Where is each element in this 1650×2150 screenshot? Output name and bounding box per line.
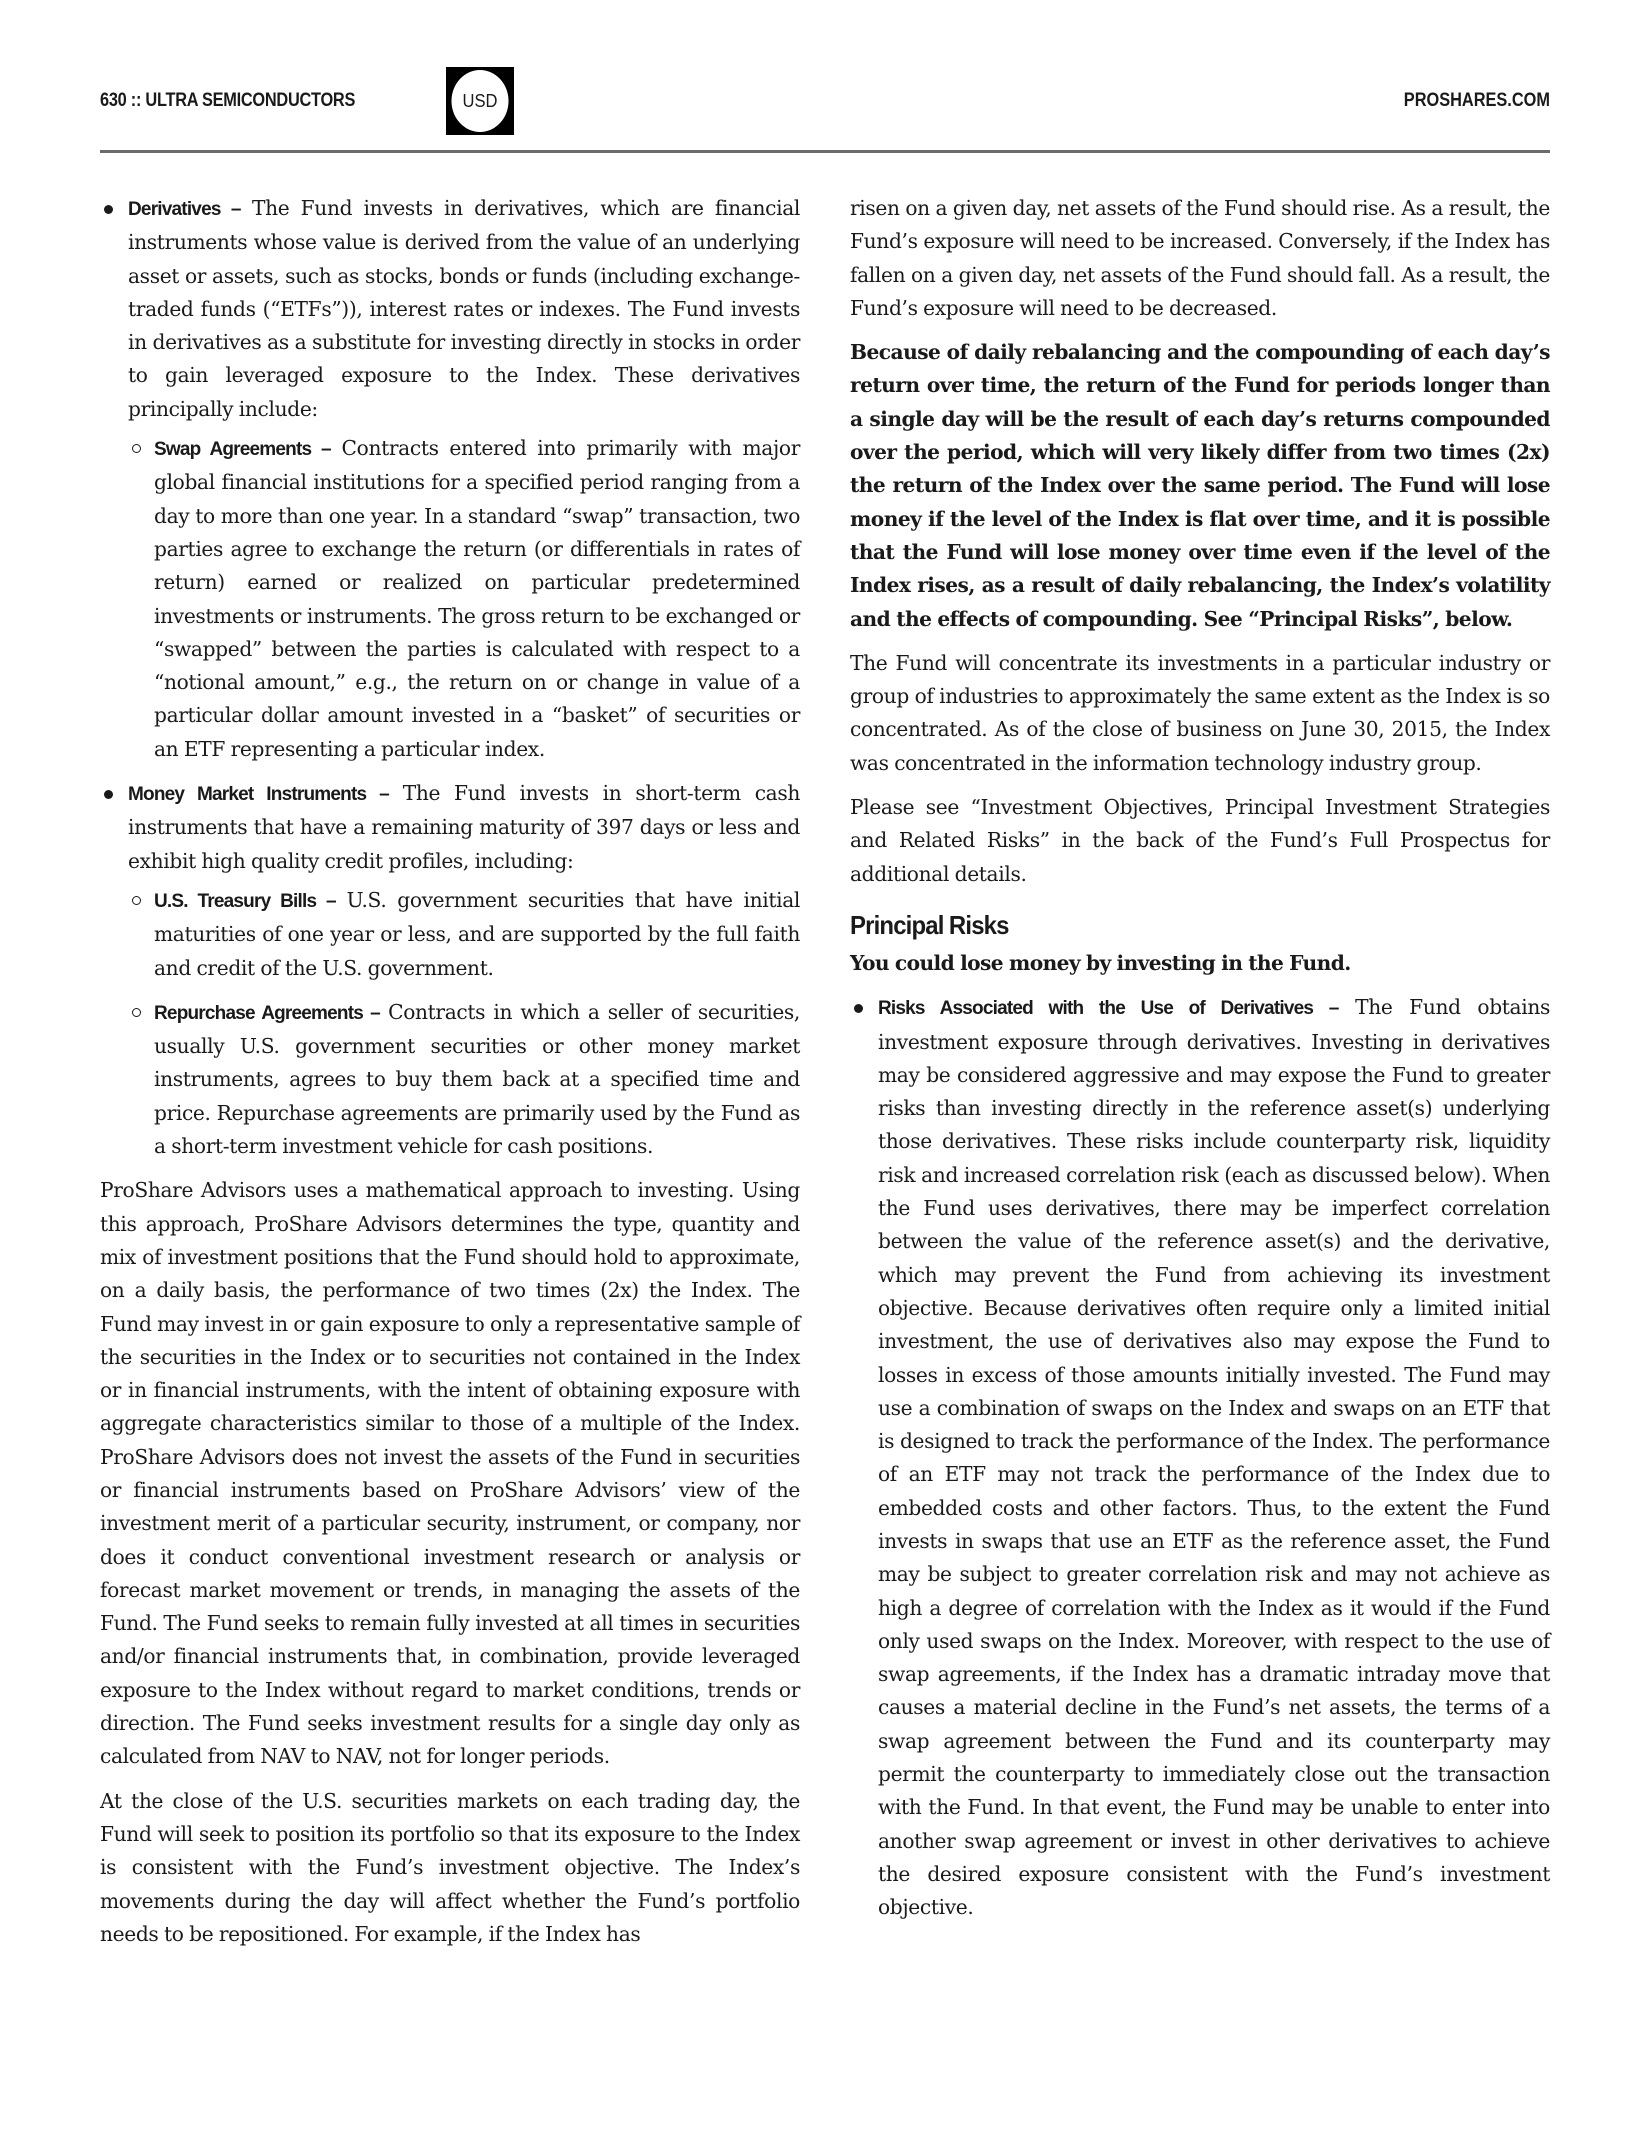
right-column — [850, 192, 1550, 1931]
usd-currency-badge-icon — [446, 67, 514, 135]
bullet-text: The Fund invests in short-term cash instruments that have a remaining maturity of 397 days or less and exhibit high quality credit profiles, including: — [128, 781, 800, 873]
sub-bullet-lead: Repurchase Agreements – — [154, 1002, 380, 1024]
paragraph-see-prospectus: Please see “Investment Objectives, Principal Investment Strategies and Related Risks” in the back of the Fund’s Full Prospectus for additional details. — [850, 795, 1550, 886]
bullet-text: The Fund obtains investment exposure through derivatives. Investing in derivatives may be considered aggressive and may expose the Fund to greater risks than investing directly in the reference asset(s) underlying those derivatives. These risks include counterparty risk, liquidity risk and increased correlation risk (each as discussed below). When the Fund uses derivatives, there may be imperfect correlation between the value of the reference asset(s) and the derivative, which may prevent the Fund from achieving its investment objective. Because derivatives often require only a limited initial investment, the use of derivatives also may expose the Fund to losses in excess of those amounts initially invested. The Fund may use a combination of swaps on the Index and swaps on an ETF that is designed to track the performance of the Index. The performance of an ETF may not track the performance of the Index due to embedded costs and other factors. Thus, to the extent the Fund invests in swaps that use an ETF as the reference asset, the Fund may be subject to greater correlation risk and may not achieve as high a degree of correlation with the Index as it would if the Fund only used swaps on the Index. Moreover, with respect to the use of swap agreements, if the Index has a dramatic intraday move that causes a material decline in the Fund’s net assets, the terms of a swap agreement between the Fund and its counterparty may permit the counterparty to immediately close out the transaction with the Fund. In that event, the Fund may be unable to enter into another swap agreement or invest in other derivatives to achieve the desired exposure consistent with the Fund’s investment objective. — [878, 995, 1550, 1920]
bullet-lead: Derivatives – — [128, 199, 241, 220]
bullet-money-market-instruments — [100, 777, 800, 878]
paragraph-market-close: At the close of the U.S. securities markets on each trading day, the Fund will seek to position its portfolio so that its exposure to the Index is consistent with the Fund’s investment objective. The Index’s movements during the day will affect whether the Fund’s portfolio needs to be repositioned. For example, if the Index has — [100, 1788, 800, 1946]
sub-bullet-lead: U.S. Treasury Bills – — [154, 890, 336, 912]
sub-bullet-repurchase-agreements — [100, 996, 800, 1163]
page-number-and-fund-title: 630 :: ULTRA SEMICONDUCTORS — [100, 90, 356, 111]
site-url: PROSHARES.COM — [1403, 90, 1550, 111]
paragraph-continued: risen on a given day, net assets of the Fund should rise. As a result, the Fund’s exposure will need to be increased. Conversely, if the Index has fallen on a given day, net assets of the Fund should fall. As a result, the Fund’s exposure will need to be decreased. — [850, 196, 1550, 320]
sub-bullet-text: U.S. government securities that have initial maturities of one year or less, and are supported by the full faith and credit of the U.S. government. — [154, 887, 800, 980]
section-subheading: You could lose money by investing in the Fund. — [850, 950, 1351, 975]
paragraph-mathematical-approach: ProShare Advisors uses a mathematical approach to investing. Using this approach, ProShare Advisors determines the type, quantity and mix of investment positions that the Fund should hold to approximate, on a daily basis, the performance of two times (2x) the Index. The Fund may invest in or gain exposure to only a representative sample of the securities in the Index or to securities not contained in the Index or in financial instruments, with the intent of obtaining exposure with aggregate characteristics similar to those of a multiple of the Index. ProShare Advisors does not invest the assets of the Fund in securities or financial instruments based on ProShare Advisors’ view of the investment merit of a particular security, instrument, or company, nor does it conduct conventional investment research or analysis or forecast market movement or trends, in managing the assets of the Fund. The Fund seeks to remain fully invested at all times in securities and/or financial instruments that, in combination, provide leveraged exposure to the Index without regard to market conditions, trends or direction. The Fund seeks investment results for a single day only as calculated from NAV to NAV, not for longer periods. — [100, 1178, 800, 1769]
sub-bullet-lead: Swap Agreements – — [154, 439, 331, 461]
header-divider — [100, 150, 1550, 153]
section-heading-principal-risks: Principal Risks — [850, 909, 1009, 940]
sub-bullet-treasury-bills — [100, 884, 800, 985]
page-header — [100, 66, 1550, 136]
paragraph-compounding-warning: Because of daily rebalancing and the compounding of each day’s return over time, the return of the Fund for periods longer than a single day will be the result of each day’s returns compounded over the period, which will very likely differ from two times (2x) the return of the Index over the same period. The Fund will lose money if the level of the Index is flat over time, and it is possible that the Fund will lose money over time even if the level of the Index rises, as a result of daily rebalancing, the Index’s volatility and the effects of compounding. See “Principal Risks”, below. — [850, 340, 1550, 631]
bullet-text: The Fund invests in derivatives, which are financial instruments whose value is derived from the value of an underlying asset or assets, such as stocks, bonds or funds (including exchange-traded funds (“ETFs”)), interest rates or indexes. The Fund invests in derivatives as a substitute for investing directly in stocks in order to gain leveraged exposure to the Index. These derivatives principally include: — [128, 196, 800, 421]
bullet-derivatives — [100, 192, 800, 426]
usd-badge-label: USD — [451, 70, 508, 132]
bullet-risks-derivatives — [850, 991, 1550, 1924]
bullet-lead: Risks Associated with the Use of Derivatives – — [878, 998, 1339, 1020]
sub-bullet-text: Contracts entered into primarily with major global financial institutions for a specified period ranging from a day to more than one year. In a standard “swap” transaction, two parties agree to exchange the return (or differentials in rates of return) earned or realized on particular predetermined investments or instruments. The gross return to be exchanged or “swapped” between the parties is calculated with respect to a “notional amount,” e.g., the return on or change in value of a particular dollar amount invested in a “basket” of securities or an ETF representing a particular index. — [154, 436, 800, 761]
sub-bullet-swap-agreements — [100, 432, 800, 766]
paragraph-concentration: The Fund will concentrate its investments in a particular industry or group of industries to approximately the same extent as the Index is so concentrated. As of the close of business on June 30, 2015, the Index was concentrated in the information technology industry group. — [850, 650, 1550, 775]
left-column — [100, 192, 800, 1962]
bullet-lead: Money Market Instruments – — [128, 784, 389, 806]
sub-bullet-text: Contracts in which a seller of securities, usually U.S. government securities or other money market instruments, agrees to buy them back at a specified time and price. Repurchase agreements are primarily used by the Fund as a short-term investment vehicle for cash positions. — [154, 999, 800, 1159]
